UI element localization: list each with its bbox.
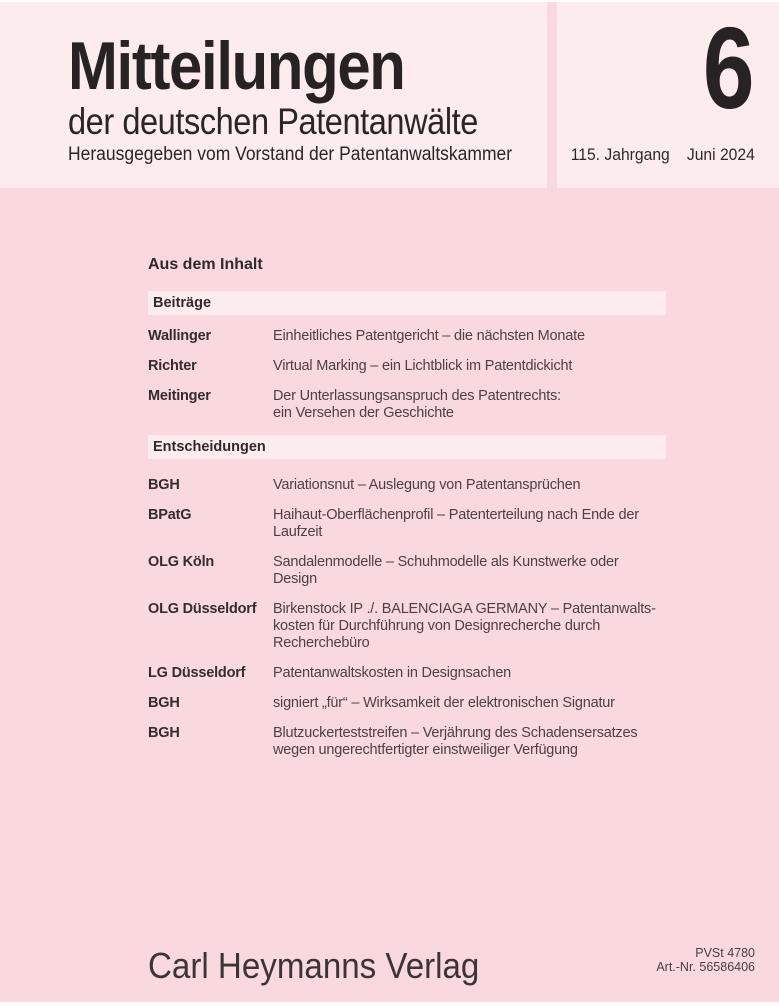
- journal-subtitle: der deutschen Patentanwälte: [68, 101, 478, 142]
- toc-label: LG Düsseldorf: [148, 665, 246, 681]
- toc-title: Birkenstock IP ./. BALENCIAGA GERMANY – Patentanwalts- kosten für Durchführung von Designrecherche durch Recherchebüro: [273, 601, 656, 651]
- toc-row: [148, 358, 666, 375]
- toc-title: Variationsnut – Auslegung von Patentansprüchen: [273, 477, 581, 493]
- article-number: Art.-Nr. 56586406: [656, 960, 755, 974]
- contents-heading: Aus dem Inhalt: [148, 256, 263, 273]
- toc-row: [148, 601, 666, 652]
- toc-title: Haihaut-Oberflächenprofil – Patenterteilung nach Ende der Laufzeit: [273, 507, 639, 540]
- toc-label: Richter: [148, 358, 197, 374]
- toc-title: Einheitliches Patentgericht – die nächsten Monate: [273, 328, 585, 344]
- volume-label: 115. Jahrgang: [570, 146, 670, 164]
- toc-label: BPatG: [148, 507, 192, 523]
- header-right-panel: [557, 2, 779, 188]
- print-codes: [656, 946, 755, 974]
- toc-title: Blutzuckerteststreifen – Verjährung des Schadensersatzes wegen ungerechtfertigter einstweiliger Verfügung: [273, 725, 638, 758]
- section-band-beitraege: Beiträge: [148, 291, 666, 315]
- toc-row: [148, 665, 666, 682]
- toc-label: BGH: [148, 725, 180, 741]
- toc-row: [148, 725, 666, 759]
- toc-label: Wallinger: [148, 328, 211, 344]
- toc-label: BGH: [148, 477, 180, 493]
- issue-date: Juni 2024: [687, 146, 755, 164]
- issue-meta: [571, 146, 755, 165]
- toc-label: OLG Düsseldorf: [148, 601, 257, 617]
- toc-title: signiert „für“ – Wirksamkeit der elektronischen Signatur: [273, 695, 615, 711]
- section-band-entscheidungen: Entscheidungen: [148, 435, 666, 459]
- toc-row: [148, 388, 666, 422]
- toc-row: [148, 507, 666, 541]
- toc-row: [148, 328, 666, 345]
- toc-title: Patentanwaltskosten in Designsachen: [273, 665, 512, 681]
- issue-number: 6: [703, 3, 755, 133]
- toc-label: BGH: [148, 695, 180, 711]
- toc-row: [148, 554, 666, 588]
- postal-distribution-code: PVSt 4780: [695, 946, 755, 960]
- toc-row: [148, 477, 666, 494]
- publisher-name: Carl Heymanns Verlag: [148, 945, 480, 986]
- toc-label: Meitinger: [148, 388, 211, 404]
- toc-title: Virtual Marking – ein Lichtblick im Patentdickicht: [273, 358, 573, 374]
- toc-row: [148, 695, 666, 712]
- journal-tagline: Herausgegeben vom Vorstand der Patentanwaltskammer: [68, 144, 513, 165]
- header-left-panel: [0, 2, 547, 188]
- journal-title: Mitteilungen: [68, 28, 405, 104]
- toc-label: OLG Köln: [148, 554, 215, 570]
- toc-title: Sandalenmodelle – Schuhmodelle als Kunstwerke oder Design: [273, 554, 619, 587]
- toc-title: Der Unterlassungsanspruch des Patentrechts: ein Versehen der Geschichte: [273, 388, 561, 421]
- table-of-contents: [148, 256, 666, 772]
